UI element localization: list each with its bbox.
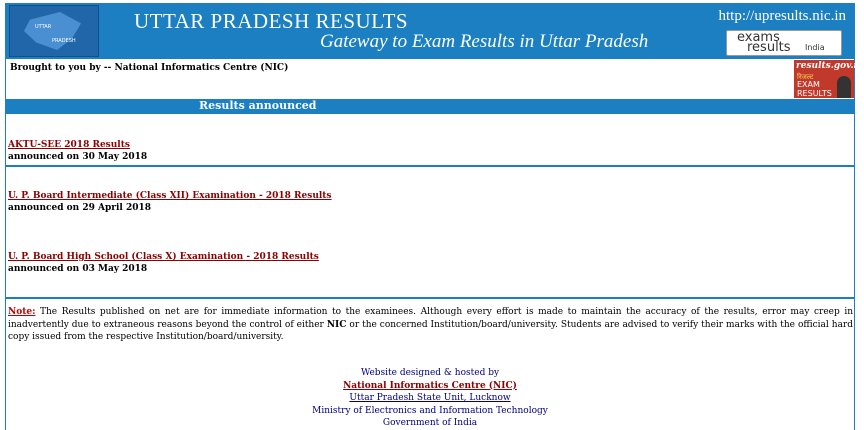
logo-text-uttar: UTTAR [35,24,52,30]
site-footer [0,367,860,430]
person-icon [837,76,851,98]
footer-government: Government of India [382,418,478,428]
rgov-hindi-text: रिजल्ट [797,73,814,81]
footer-designed-by: Website designed & hosted by [360,368,500,378]
up-map-logo [9,5,99,57]
result-date-aktu: announced on 30 May 2018 [8,152,148,162]
note-text-after: or the concerned Institution/board/university. Students are advised to verify their marks with the official hard copy issued from the respective Institution/board/university. [8,319,853,342]
result-link-aktu[interactable]: AKTU-SEE 2018 Results [8,140,130,150]
results-gov-in-logo[interactable] [794,60,864,98]
disclaimer-note [8,306,853,344]
result-link-highschool[interactable]: U. P. Board High School (Class X) Examination - 2018 Results [8,252,319,262]
result-separator [6,297,854,299]
site-header [6,3,854,59]
badge-exams-text: exams [737,30,780,45]
site-subtitle: Gateway to Exam Results in Uttar Pradesh [320,31,649,52]
note-text-before: The Results published on net are for immediate information to the examinees. Although every effort is made to maintain the accuracy of the results, error may creep in inadvertently due to extraneous reasons beyond the control of either [8,307,853,330]
brought-by-text: Brought to you by -- National Informatics Centre (NIC) [10,63,289,73]
site-title: UTTAR PRADESH RESULTS [134,9,409,33]
results-announced-heading: Results announced [199,99,317,112]
badge-results-text: results [747,40,791,55]
result-separator [6,165,854,167]
footer-unit-link[interactable]: Uttar Pradesh State Unit, Lucknow [349,393,511,403]
logo-text-pradesh: PRADESH [52,38,76,44]
footer-ministry: Ministry of Electronics and Information Technology [312,405,548,416]
rgov-results-text: RESULTS [797,89,832,98]
rgov-exam-text: EXAM [797,80,820,89]
map-shape-icon [24,12,84,50]
note-label: Note: [8,307,36,317]
site-url[interactable]: http://upresults.nic.in [718,8,846,24]
result-link-intermediate[interactable]: U. P. Board Intermediate (Class XII) Examination - 2018 Results [8,191,332,201]
rgov-domain-text: results.gov.in [796,61,864,71]
exams-results-india-logo[interactable] [726,30,842,56]
results-announced-bar [6,99,854,114]
result-date-highschool: announced on 03 May 2018 [8,264,148,274]
badge-india-text: India [805,43,825,52]
result-date-intermediate: announced on 29 April 2018 [8,203,152,213]
footer-nic-link[interactable]: National Informatics Centre (NIC) [343,380,517,391]
note-nic-bold: NIC [326,319,347,330]
